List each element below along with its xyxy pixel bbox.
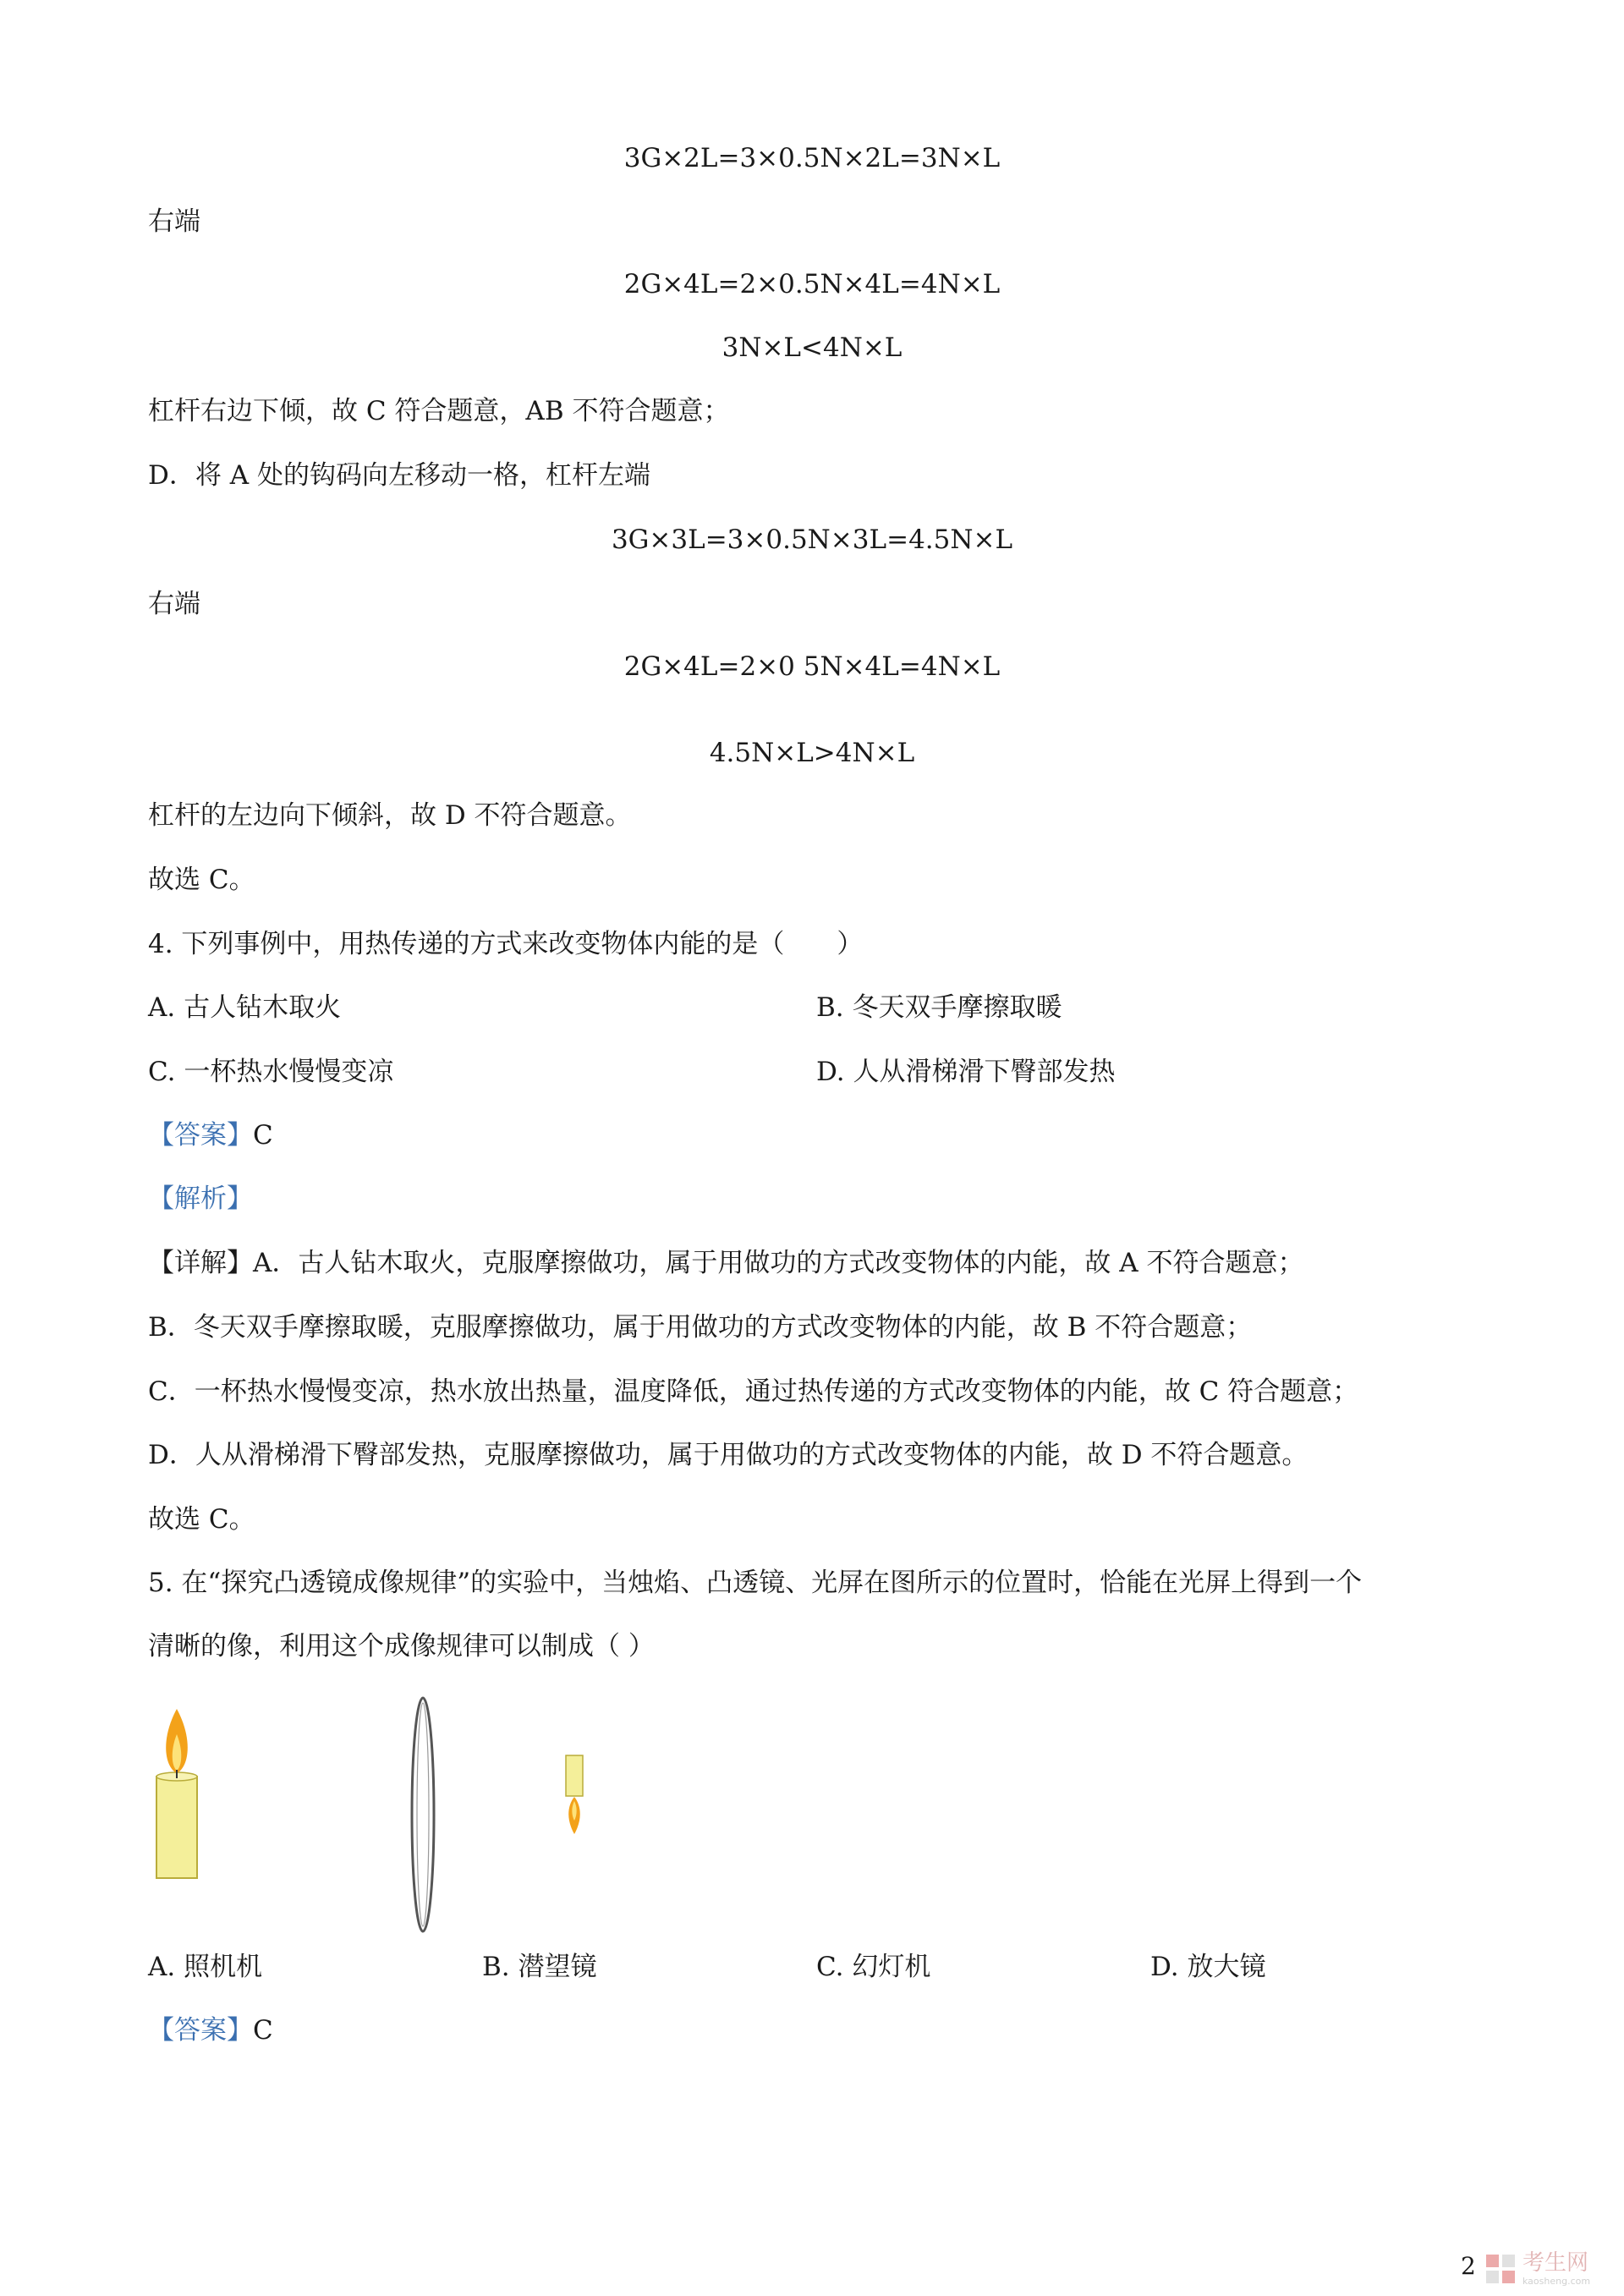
- eq-right-2g4l: 2G×4L=2×0.5N×4L=4N×L: [623, 269, 1001, 299]
- candle: [156, 1709, 197, 1878]
- conclusion-2: 杠杆的左边向下倾斜，故 D 不符合题意。: [148, 800, 632, 831]
- q4-detail-d: D．人从滑梯滑下臀部发热，克服摩擦做功，属于用做功的方式改变物体的内能，故 D 不符合题意。: [148, 1440, 1309, 1470]
- inverted-image: [566, 1755, 583, 1834]
- q4-analysis-tag: 【解析】: [148, 1184, 253, 1214]
- option-d-intro: D．将 A 处的钩码向左移动一格，杠杆左端: [148, 460, 650, 491]
- label-right-end-1: 右端: [148, 206, 200, 237]
- image-body: [566, 1755, 583, 1796]
- q4-option-d: D. 人从滑梯滑下臀部发热: [816, 1057, 1116, 1087]
- q5-option-d: D. 放大镜: [1150, 1952, 1266, 1982]
- detail-a-text: A．古人钻木取火，克服摩擦做功，属于用做功的方式改变物体的内能，故 A 不符合题意；: [253, 1248, 1304, 1278]
- watermark-subtext: kaosheng.com: [1522, 2276, 1591, 2287]
- conclusion-1: 杠杆右边下倾，故 C 符合题意，AB 不符合题意；: [148, 396, 730, 426]
- answer-tag: 【答案】: [148, 2015, 253, 2046]
- q4-detail-c: C．一杯热水慢慢变凉，热水放出热量，温度降低，通过热传递的方式改变物体的内能，故 C 符合题意；: [148, 1376, 1359, 1407]
- q4-detail-a: [148, 1246, 1303, 1280]
- q5-stem-2: 清晰的像，利用这个成像规律可以制成（ ）: [148, 1631, 655, 1662]
- convex-lens: [412, 1698, 434, 1931]
- detail-tag: 【详解】: [148, 1248, 253, 1278]
- candle-body: [156, 1777, 197, 1878]
- eq-compare-1: 3N×L<4N×L: [721, 332, 903, 363]
- q5-stem-1: 5. 在“探究凸透镜成像规律”的实验中，当烛焰、凸透镜、光屏在图所示的位置时，恰能在光屏上得到一个: [148, 1568, 1363, 1598]
- answer-value: C: [253, 2015, 273, 2046]
- watermark-logo-icon: [1484, 2252, 1517, 2286]
- watermark: [1484, 2245, 1619, 2293]
- lens-inner: [417, 1703, 429, 1926]
- q4-stem: 4. 下列事例中，用热传递的方式来改变物体内能的是（ ）: [148, 929, 864, 959]
- eq-left-3g2l: 3G×2L=3×0.5N×2L=3N×L: [623, 143, 1001, 173]
- q4-option-b: B. 冬天双手摩擦取暖: [816, 992, 1062, 1023]
- answer-tag: 【答案】: [148, 1120, 253, 1151]
- eq-right-2g4l-b: 2G×4L=2×0 5N×4L=4N×L: [623, 651, 1001, 682]
- eq-compare-2: 4.5N×L>4N×L: [709, 738, 915, 768]
- eq-left-3g3l: 3G×3L=3×0.5N×3L=4.5N×L: [611, 525, 1013, 555]
- q4-option-c: C. 一杯热水慢慢变凉: [148, 1057, 394, 1087]
- q5-option-c: C. 幻灯机: [816, 1952, 931, 1982]
- label-right-end-2: 右端: [148, 589, 200, 619]
- q4-detail-b: B．冬天双手摩擦取暖，克服摩擦做功，属于用做功的方式改变物体的内能，故 B 不符合题意；: [148, 1312, 1253, 1343]
- q5-option-a: A. 照机机: [148, 1952, 263, 1982]
- page-number: 2: [1461, 2252, 1476, 2280]
- q4-choose: 故选 C。: [148, 1504, 255, 1535]
- q4-answer: [148, 1118, 273, 1152]
- lens-experiment-figure: [135, 1692, 660, 1937]
- choose-1: 故选 C。: [148, 865, 255, 895]
- q4-option-a: A. 古人钻木取火: [148, 992, 342, 1023]
- q5-answer: [148, 2013, 273, 2047]
- answer-value: C: [253, 1120, 273, 1151]
- watermark-text: 考生网: [1522, 2250, 1589, 2276]
- lens-outer: [412, 1698, 434, 1931]
- q5-option-b: B. 潜望镜: [482, 1952, 597, 1982]
